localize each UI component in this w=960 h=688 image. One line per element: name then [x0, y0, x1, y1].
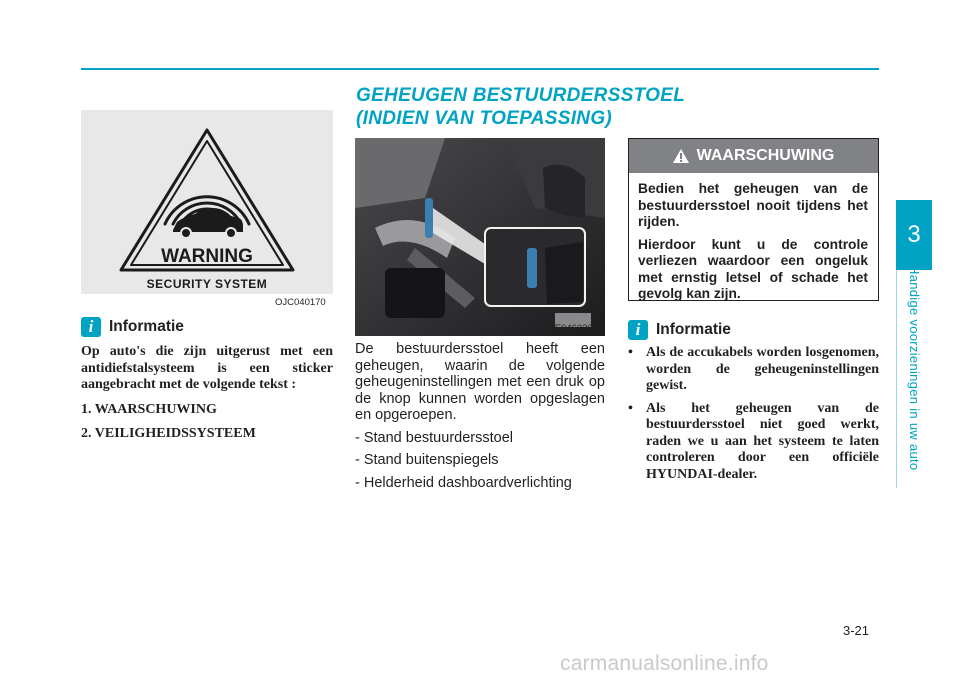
- watermark-link[interactable]: carmanualsonline.info: [560, 652, 769, 675]
- image-code: OAE046036L: [541, 323, 599, 334]
- security-system-caption: SECURITY SYSTEM: [146, 277, 268, 291]
- warning-title: WAARSCHUWING: [696, 147, 835, 164]
- info-header-left: [81, 317, 184, 337]
- info-intro: Op auto's die zijn uitgerust met een antidiefstalsysteem is een sticker aangebracht met de volgende tekst :: [81, 344, 333, 392]
- warning-box: [628, 138, 879, 301]
- header-rule: [81, 68, 879, 70]
- bullet-item: • Als de accukabels worden losgenomen, worden de geheugeninstellingen gewist.: [628, 345, 879, 393]
- info-icon: i: [81, 317, 101, 337]
- info-title: Informatie: [656, 321, 731, 338]
- info-bullets: [628, 345, 879, 489]
- info-header-right: [628, 320, 731, 340]
- chapter-label: Handige voorzieningen in uw auto: [907, 265, 922, 471]
- body-item: - Helderheid dashboardverlichting: [355, 474, 572, 491]
- warning-triangle-icon: [81, 110, 333, 294]
- warning-paragraph: Bedien het geheugen van de bestuurdersstoel nooit tijdens het rijden.: [638, 181, 868, 229]
- door-memory-buttons-photo: [355, 138, 605, 336]
- body-paragraph: De bestuurdersstoel heeft een geheugen, waarin de volgende geheugeninstellingen met een druk op de knop kunnen worden opgeslagen en opgeroepen.: [355, 341, 605, 423]
- section-title: GEHEUGEN BESTUURDERSSTOEL (INDIEN VAN TOEPASSING): [356, 85, 686, 129]
- security-warning-image: [81, 110, 333, 294]
- info-body-left: [81, 344, 333, 451]
- warning-body: [629, 173, 878, 303]
- body-item: - Stand buitenspiegels: [355, 452, 499, 468]
- door-photo-illustration: [355, 138, 605, 336]
- body-item: - Stand bestuurdersstoel: [355, 429, 513, 446]
- warning-paragraph: Hierdoor kunt u de controle verliezen waardoor een ongeluk met ernstig letsel of schade het gevolg kan zijn.: [638, 236, 868, 301]
- bullet-item: • Als het geheugen van de bestuurdersstoel niet goed werkt, raden we u aan het systeem te laten controleren door een officiële HYUNDAI-dealer.: [628, 400, 879, 482]
- info-icon: i: [628, 320, 648, 340]
- warning-word: WARNING: [161, 246, 253, 267]
- alert-triangle-icon: [673, 149, 689, 163]
- image-code: OJC040170: [275, 297, 326, 308]
- page-number: 3-21: [843, 623, 870, 638]
- info-item: 2. VEILIGHEIDSSYSTEEM: [81, 426, 256, 441]
- info-item: 1. WAARSCHUWING: [81, 401, 217, 417]
- warning-header: [629, 139, 878, 173]
- body-text: [355, 341, 605, 497]
- chapter-tab[interactable]: 3: [896, 200, 932, 270]
- info-title: Informatie: [109, 318, 184, 335]
